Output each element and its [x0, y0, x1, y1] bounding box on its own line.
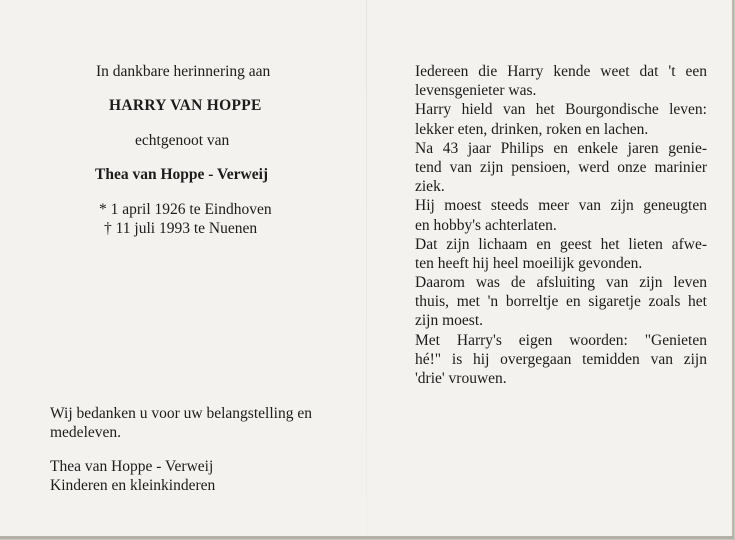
tribute-line: ziek. — [415, 178, 445, 196]
tribute-line: Iedereen die Harry kende weet dat 't een — [415, 63, 707, 80]
tribute-line: zijn moest. — [415, 312, 484, 330]
tribute-line: lekker eten, drinken, roken en lachen. — [415, 120, 649, 138]
tribute-line: thuis, met 'n borreltje en sigaretje zoals het — [415, 293, 707, 311]
deceased-name: HARRY VAN HOPPE — [109, 97, 262, 114]
tribute-text — [415, 62, 707, 388]
tribute-line: Harry hield van het Bourgondische leven: — [415, 101, 707, 119]
death-date: † 11 juli 1993 te Nuenen — [104, 220, 258, 237]
tribute-line: en hobby's achterlaten. — [415, 216, 557, 234]
tribute-line: tend van zijn pensioen, werd onze marinier — [415, 158, 707, 176]
tribute-line: Na 43 jaar Philips en enkele jaren genie- — [415, 139, 707, 157]
intro-text: In dankbare herinnering aan — [96, 63, 271, 80]
tribute-line: Daarom was de afsluiting van zijn leven — [415, 274, 707, 292]
thanks-line-2: medeleven. — [50, 424, 122, 441]
tribute-line: hé!" is hij overgegaan temidden van zijn — [415, 350, 707, 368]
tribute-line: ten heeft hij heel moeilijk gevonden. — [415, 254, 643, 272]
tribute-line: levensgenieter was. — [415, 82, 537, 100]
signature-line-1: Thea van Hoppe - Verweij — [50, 458, 214, 475]
birth-date: * 1 april 1926 te Eindhoven — [99, 201, 272, 218]
tribute-line: Dat zijn lichaam en geest het lieten afwe- — [415, 235, 707, 253]
thanks-line-1: Wij bedanken u voor uw belangstelling en — [50, 405, 312, 422]
tribute-line: Met Harry's eigen woorden: "Genieten — [415, 331, 707, 349]
signature-line-2: Kinderen en kleinkinderen — [50, 477, 216, 494]
card-fold — [366, 0, 367, 536]
tribute-line: Hij moest steeds meer van zijn geneugten — [415, 197, 707, 215]
relation-text: echtgenoot van — [135, 132, 230, 149]
tribute-line: 'drie' vrouwen. — [415, 370, 507, 387]
spouse-name: Thea van Hoppe - Verweij — [95, 166, 269, 183]
